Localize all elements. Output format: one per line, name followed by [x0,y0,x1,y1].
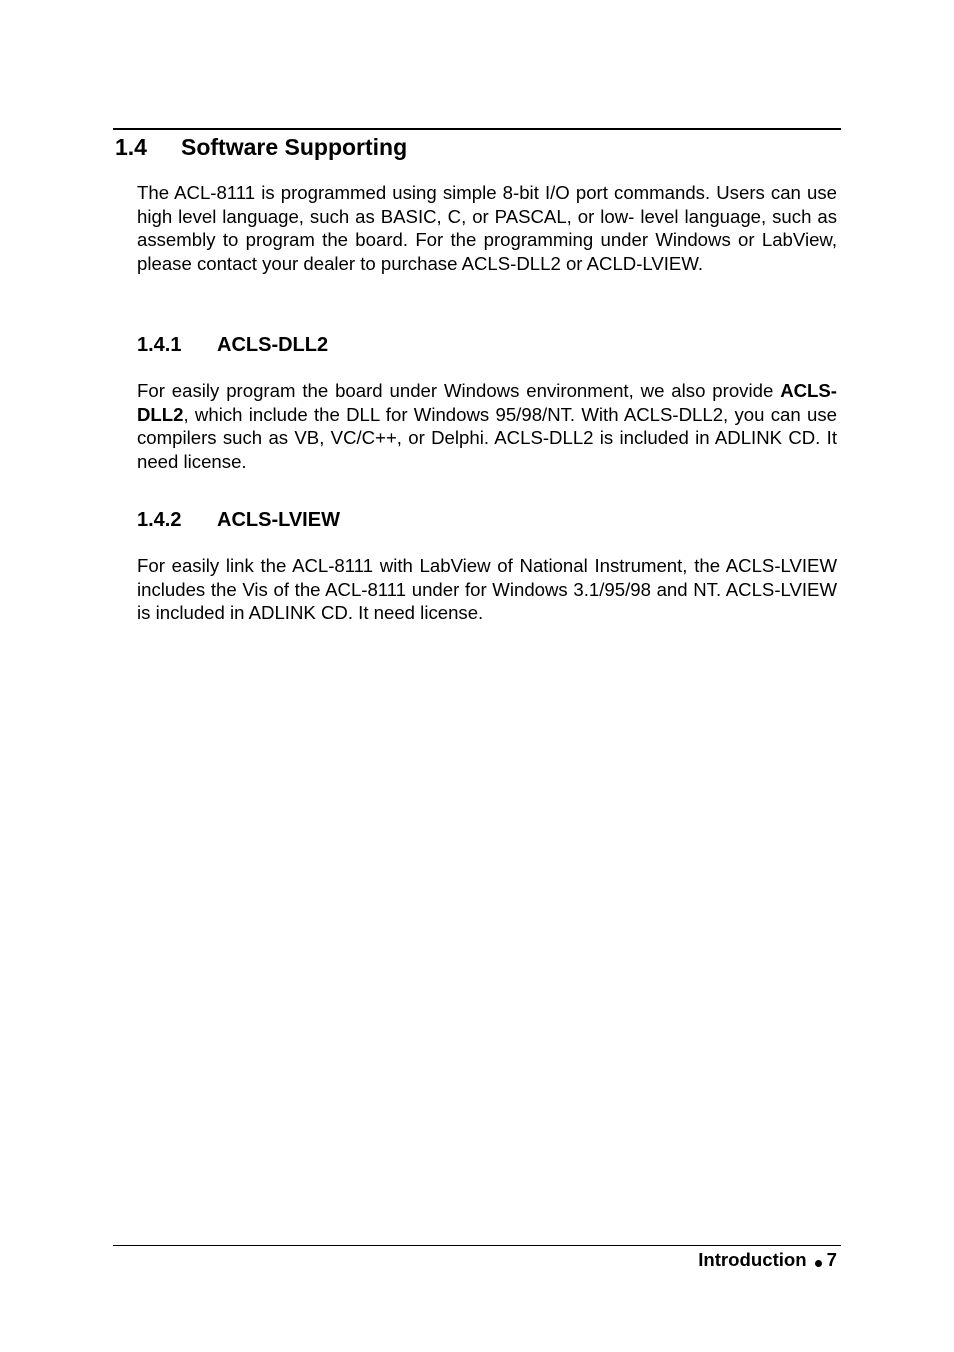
subsection-title: ACLS-DLL2 [217,334,329,356]
paragraph-text: , which include the DLL for Windows 95/98/NT. With ACLS-DLL2, you can use compilers such as VB, VC/C++, or Delphi. ACLS-DLL2 is included in ADLINK CD. It need license. [137,403,837,472]
section-heading [115,131,407,163]
subsection-number: 1.4.1 [137,334,182,356]
section-paragraph: The ACL-8111 is programmed using simple 8-bit I/O port commands. Users can use high level language, such as BASIC, C, or PASCAL, or low- level language, such as assembly to program the board. For the programming under Windows or LabView, please contact your dealer to purchase ACLS-DLL2 or ACLD-LVIEW. [137,182,837,274]
product-name-bold: ACLS-DLL2 [137,380,837,425]
subsection-heading-acls-lview [137,507,340,533]
page-number: 7 [826,1249,837,1270]
paragraph-text: For easily program the board under Windows environment, we also provide [137,380,781,401]
subsection-paragraph-acls-lview: For easily link the ACL-8111 with LabView of National Instrument, the ACLS-LVIEW includes the Vis of the ACL-8111 under for Windows 3.1/95/98 and NT. ACLS-LVIEW is included in ADLINK CD. It need license. [137,555,837,624]
page-footer [698,1248,837,1272]
subsection-title: ACLS-LVIEW [217,509,340,531]
subsection-heading-acls-dll2 [137,332,328,358]
subsection-number: 1.4.2 [137,509,182,531]
top-rule [113,128,841,130]
footer-rule [113,1245,841,1246]
section-title: Software Supporting [181,134,408,160]
bullet-icon [815,1260,822,1267]
footer-chapter: Introduction [698,1249,807,1270]
section-number: 1.4 [115,134,147,160]
subsection-paragraph-acls-dll2 [137,379,837,473]
